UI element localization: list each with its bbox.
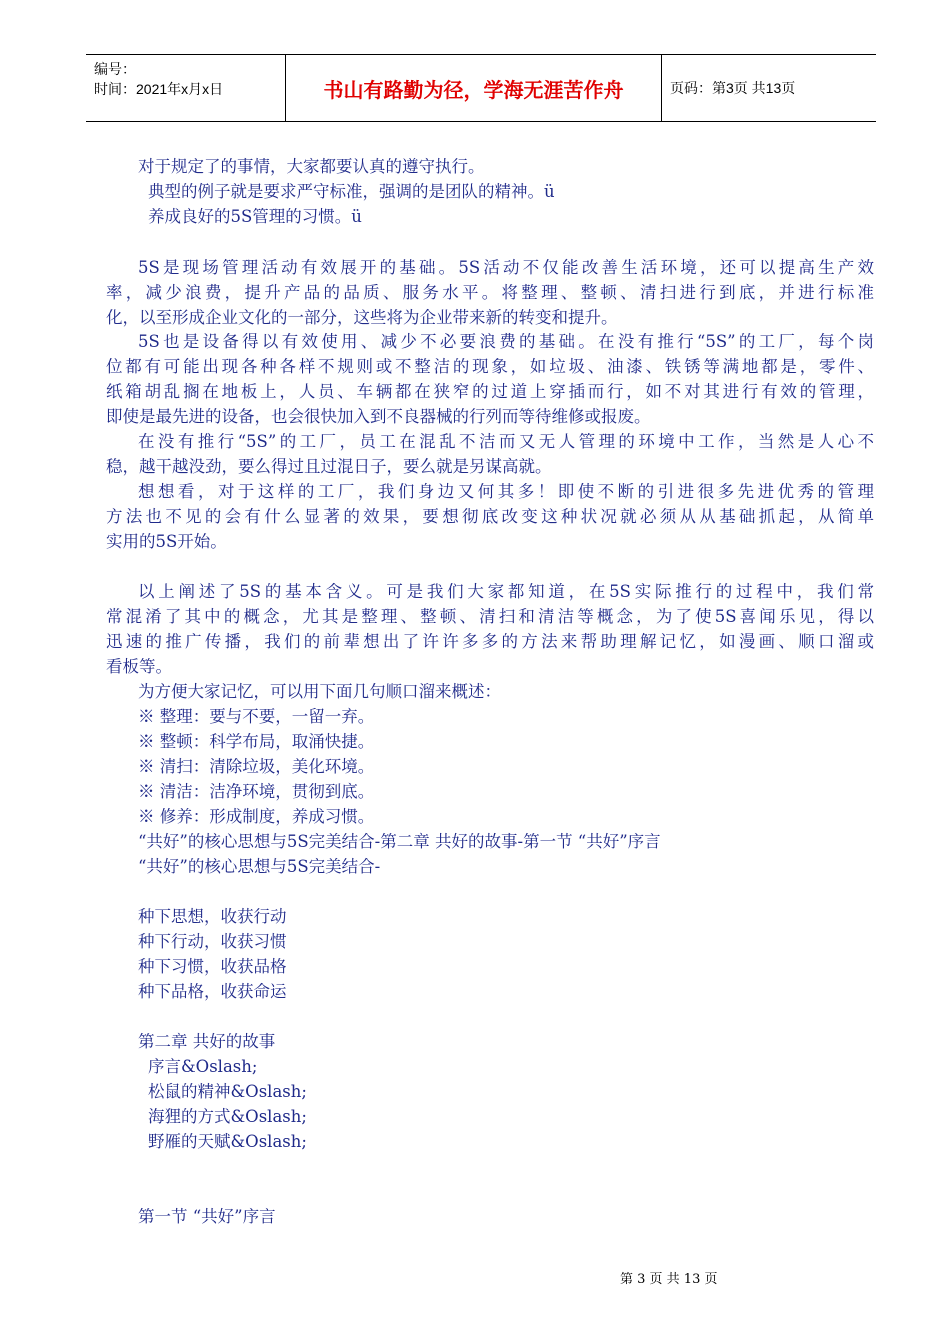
paragraph-line: 看板等。 [106,657,172,676]
paragraph-line: 对于规定了的事情，大家都要认真的遵守执行。 [138,157,485,176]
section-link: “共好”的核心思想与5S完美结合-第二章 共好的故事-第一节 “共好”序言 [138,832,661,851]
paragraph-line: 实用的5S开始。 [106,532,227,551]
page-footer: 第 3 页 共 13 页 [620,1272,718,1287]
header-page-cell [662,55,876,121]
toc-item: 野雁的天赋&Oslash; [148,1132,307,1151]
paragraph-line: 在没有推行“5S”的工厂，员工在混乱不洁而又无人管理的环境中工作，当然是人心不 [138,432,874,451]
paragraph-line: 养成良好的5S管理的习惯。ü [148,207,362,226]
paragraph-line: 常混淆了其中的概念，尤其是整理、整顿、清扫和清洁等概念，为了使5S喜闻乐见，得以 [106,607,874,626]
section-link: “共好”的核心思想与5S完美结合- [138,857,381,876]
header-page-info: 页码：第3页 共13页 [670,80,796,96]
mnemonic-item: ※ 清扫：清除垃圾，美化环境。 [138,757,375,776]
verse-line: 种下思想，收获行动 [138,907,287,926]
paragraph-line: 迅速的推广传播，我们的前辈想出了许许多多的方法来帮助理解记忆，如漫画、顺口溜或 [106,632,874,651]
paragraph-line: 率，减少浪费，提升产品的品质、服务水平。将整理、整顿、清扫进行到底，并进行标准 [106,283,874,302]
section-heading: 第一节 “共好”序言 [138,1207,276,1226]
paragraph-line: 以上阐述了5S的基本含义。可是我们大家都知道，在5S实际推行的过程中，我们常 [138,582,874,601]
paragraph-line: 为方便大家记忆，可以用下面几句顺口溜来概述： [138,682,501,701]
header-left-cell [86,55,286,121]
verse-line: 种下品格，收获命运 [138,982,287,1001]
toc-item: 海狸的方式&Oslash; [148,1107,307,1126]
header-motto: 书山有路勤为径，学海无涯苦作舟 [323,77,624,102]
paragraph-line: 方法也不见的会有什么显著的效果，要想彻底改变这种状况就必须从从基础抓起，从简单 [106,507,874,526]
mnemonic-item: ※ 修养：形成制度，养成习惯。 [138,807,375,826]
paragraph-line: 稳，越干越没劲，要么得过且过混日子，要么就是另谋高就。 [106,457,552,476]
page-header [86,54,876,122]
document-number-label: 编号： [94,61,136,77]
chapter-heading: 第二章 共好的故事 [138,1032,276,1051]
verse-line: 种下习惯，收获品格 [138,957,287,976]
paragraph-line: 即使是最先进的设备，也会很快加入到不良器械的行列而等待维修或报废。 [106,407,651,426]
document-date: 时间：2021年x月x日 [94,81,224,97]
toc-item: 序言&Oslash; [148,1057,258,1076]
header-motto-cell [286,55,662,121]
paragraph-line: 5S也是设备得以有效使用、减少不必要浪费的基础。在没有推行“5S”的工厂，每个岗 [138,332,874,351]
paragraph-line: 纸箱胡乱搁在地板上，人员、车辆都在狭窄的过道上穿插而行，如不对其进行有效的管理， [106,382,874,401]
mnemonic-item: ※ 整顿：科学布局，取涌快捷。 [138,732,375,751]
verse-line: 种下行动，收获习惯 [138,932,287,951]
mnemonic-item: ※ 整理：要与不要，一留一弃。 [138,707,375,726]
paragraph-line: 想想看，对于这样的工厂，我们身边又何其多！即使不断的引进很多先进优秀的管理 [138,482,874,501]
paragraph-line: 化，以至形成企业文化的一部分，这些将为企业带来新的转变和提升。 [106,308,618,327]
paragraph-line: 典型的例子就是要求严守标准，强调的是团队的精神。ü [148,182,555,201]
paragraph-line: 5S是现场管理活动有效展开的基础。5S活动不仅能改善生活环境，还可以提高生产效 [138,258,874,277]
mnemonic-item: ※ 清洁：洁净环境，贯彻到底。 [138,782,375,801]
toc-item: 松鼠的精神&Oslash; [148,1082,307,1101]
paragraph-line: 位都有可能出现各种各样不规则或不整洁的现象，如垃圾、油漆、铁锈等满地都是，零件、 [106,357,874,376]
